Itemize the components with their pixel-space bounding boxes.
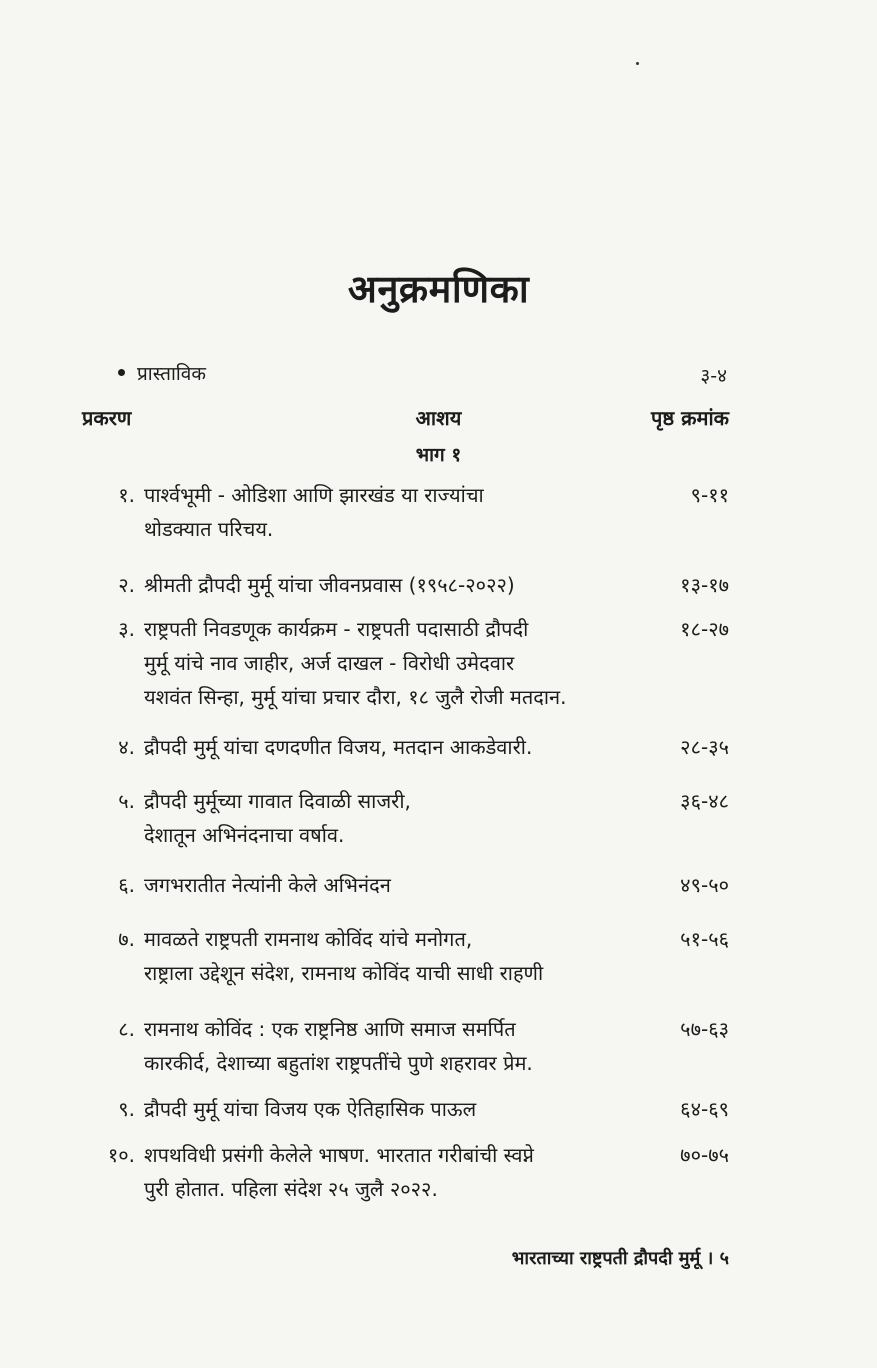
toc-entry-line: द्रौपदी मुर्मू यांचा दणदणीत विजय, मतदान आकडेवारी. [144,735,533,759]
page-footer: भारताच्या राष्ट्रपती द्रौपदी मुर्मू । ५ [511,1248,729,1269]
toc-entry-line: कारकीर्द, देशाच्या बहुतांश राष्ट्रपतींचे पुणे शहरावर प्रेम. [144,1051,533,1075]
toc-entry-text [144,1012,654,1080]
toc-entry-text [144,1138,654,1206]
bullet-icon [118,369,125,376]
toc-entry-text [144,730,654,764]
toc-entry-text [144,568,654,602]
toc-entry-line: श्रीमती द्रौपदी मुर्मू यांचा जीवनप्रवास (१९५८-२०२२) [144,573,515,597]
toc-entry-text [144,478,654,546]
toc-entry-line: देशातून अभिनंदनाचा वर्षाव. [144,823,345,847]
toc-entry-pages: ९-११ [690,483,729,507]
toc-entry-number: ७. [118,927,135,951]
ink-dot [636,62,639,65]
toc-entry-line: शपथविधी प्रसंगी केलेले भाषण. भारतात गरीबांची स्वप्ने [144,1143,534,1167]
toc-entry-pages: ३६-४८ [680,789,729,813]
toc-entry-pages: २८-३५ [680,735,729,759]
toc-entry-line: पार्श्वभूमी - ओडिशा आणि झारखंड या राज्यांचा [144,483,484,507]
toc-entry-pages: ५१-५६ [680,927,729,951]
toc-entry-line: मुर्मू यांचे नाव जाहीर, अर्ज दाखल - विरोधी उमेदवार [144,651,515,675]
toc-entry-pages: १८-२७ [680,617,729,641]
toc-entry-line: रामनाथ कोविंद : एक राष्ट्रनिष्ठ आणि समाज समर्पित [144,1017,516,1041]
toc-entry-line: पुरी होतात. पहिला संदेश २५ जुलै २०२२. [144,1177,438,1201]
toc-entry-number: २. [118,573,135,597]
toc-entry-number: ६. [118,873,135,897]
toc-entry-pages: १३-१७ [680,573,729,597]
toc-entry-number: ९. [118,1097,135,1121]
toc-entry-text [144,612,654,714]
toc-entry-line: मावळते राष्ट्रपती रामनाथ कोविंद यांचे मनोगत, [144,927,473,951]
toc-entry-number: ३. [118,617,135,641]
part-heading: भाग १ [415,444,462,466]
intro-pages: ३-४ [700,365,727,387]
toc-entry-line: द्रौपदी मुर्मूच्या गावात दिवाळी साजरी, [144,789,411,813]
toc-entry-line: राष्ट्रपती निवडणूक कार्यक्रम - राष्ट्रपती पदासाठी द्रौपदी [144,617,529,641]
toc-entry-pages: ५७-६३ [680,1017,729,1041]
header-chapter: प्रकरण [82,406,132,430]
toc-entry-line: राष्ट्राला उद्देशून संदेश, रामनाथ कोविंद याची साधी राहणी [144,961,544,985]
header-subject: आशय [415,406,462,430]
intro-row [118,360,206,386]
toc-entry-line: जगभरातीत नेत्यांनी केले अभिनंदन [144,873,391,897]
toc-entry-line: द्रौपदी मुर्मू यांचा विजय एक ऐतिहासिक पाऊल [144,1097,477,1121]
intro-label: प्रास्ताविक [137,363,206,385]
toc-entry-pages: ७०-७५ [680,1143,729,1167]
toc-entry-number: ४. [118,735,135,759]
toc-entry-pages: ६४-६९ [680,1097,729,1121]
toc-entry-pages: ४९-५० [680,873,729,897]
toc-entry-line: थोडक्यात परिचय. [144,517,274,541]
toc-entry-number: १. [118,483,135,507]
toc-entry-text [144,1092,654,1126]
toc-entry-line: यशवंत सिन्हा, मुर्मू यांचा प्रचार दौरा, १८ जुलै रोजी मतदान. [144,685,567,709]
toc-entry-text [144,922,654,990]
toc-entry-text [144,868,654,902]
toc-entry-number: ५. [118,789,135,813]
page-title: अनुक्रमणिका [347,267,530,311]
toc-entry-text [144,784,654,852]
header-page-number: पृष्ठ क्रमांक [651,406,729,430]
toc-entry-number: १०. [107,1143,135,1167]
toc-entry-number: ८. [118,1017,135,1041]
